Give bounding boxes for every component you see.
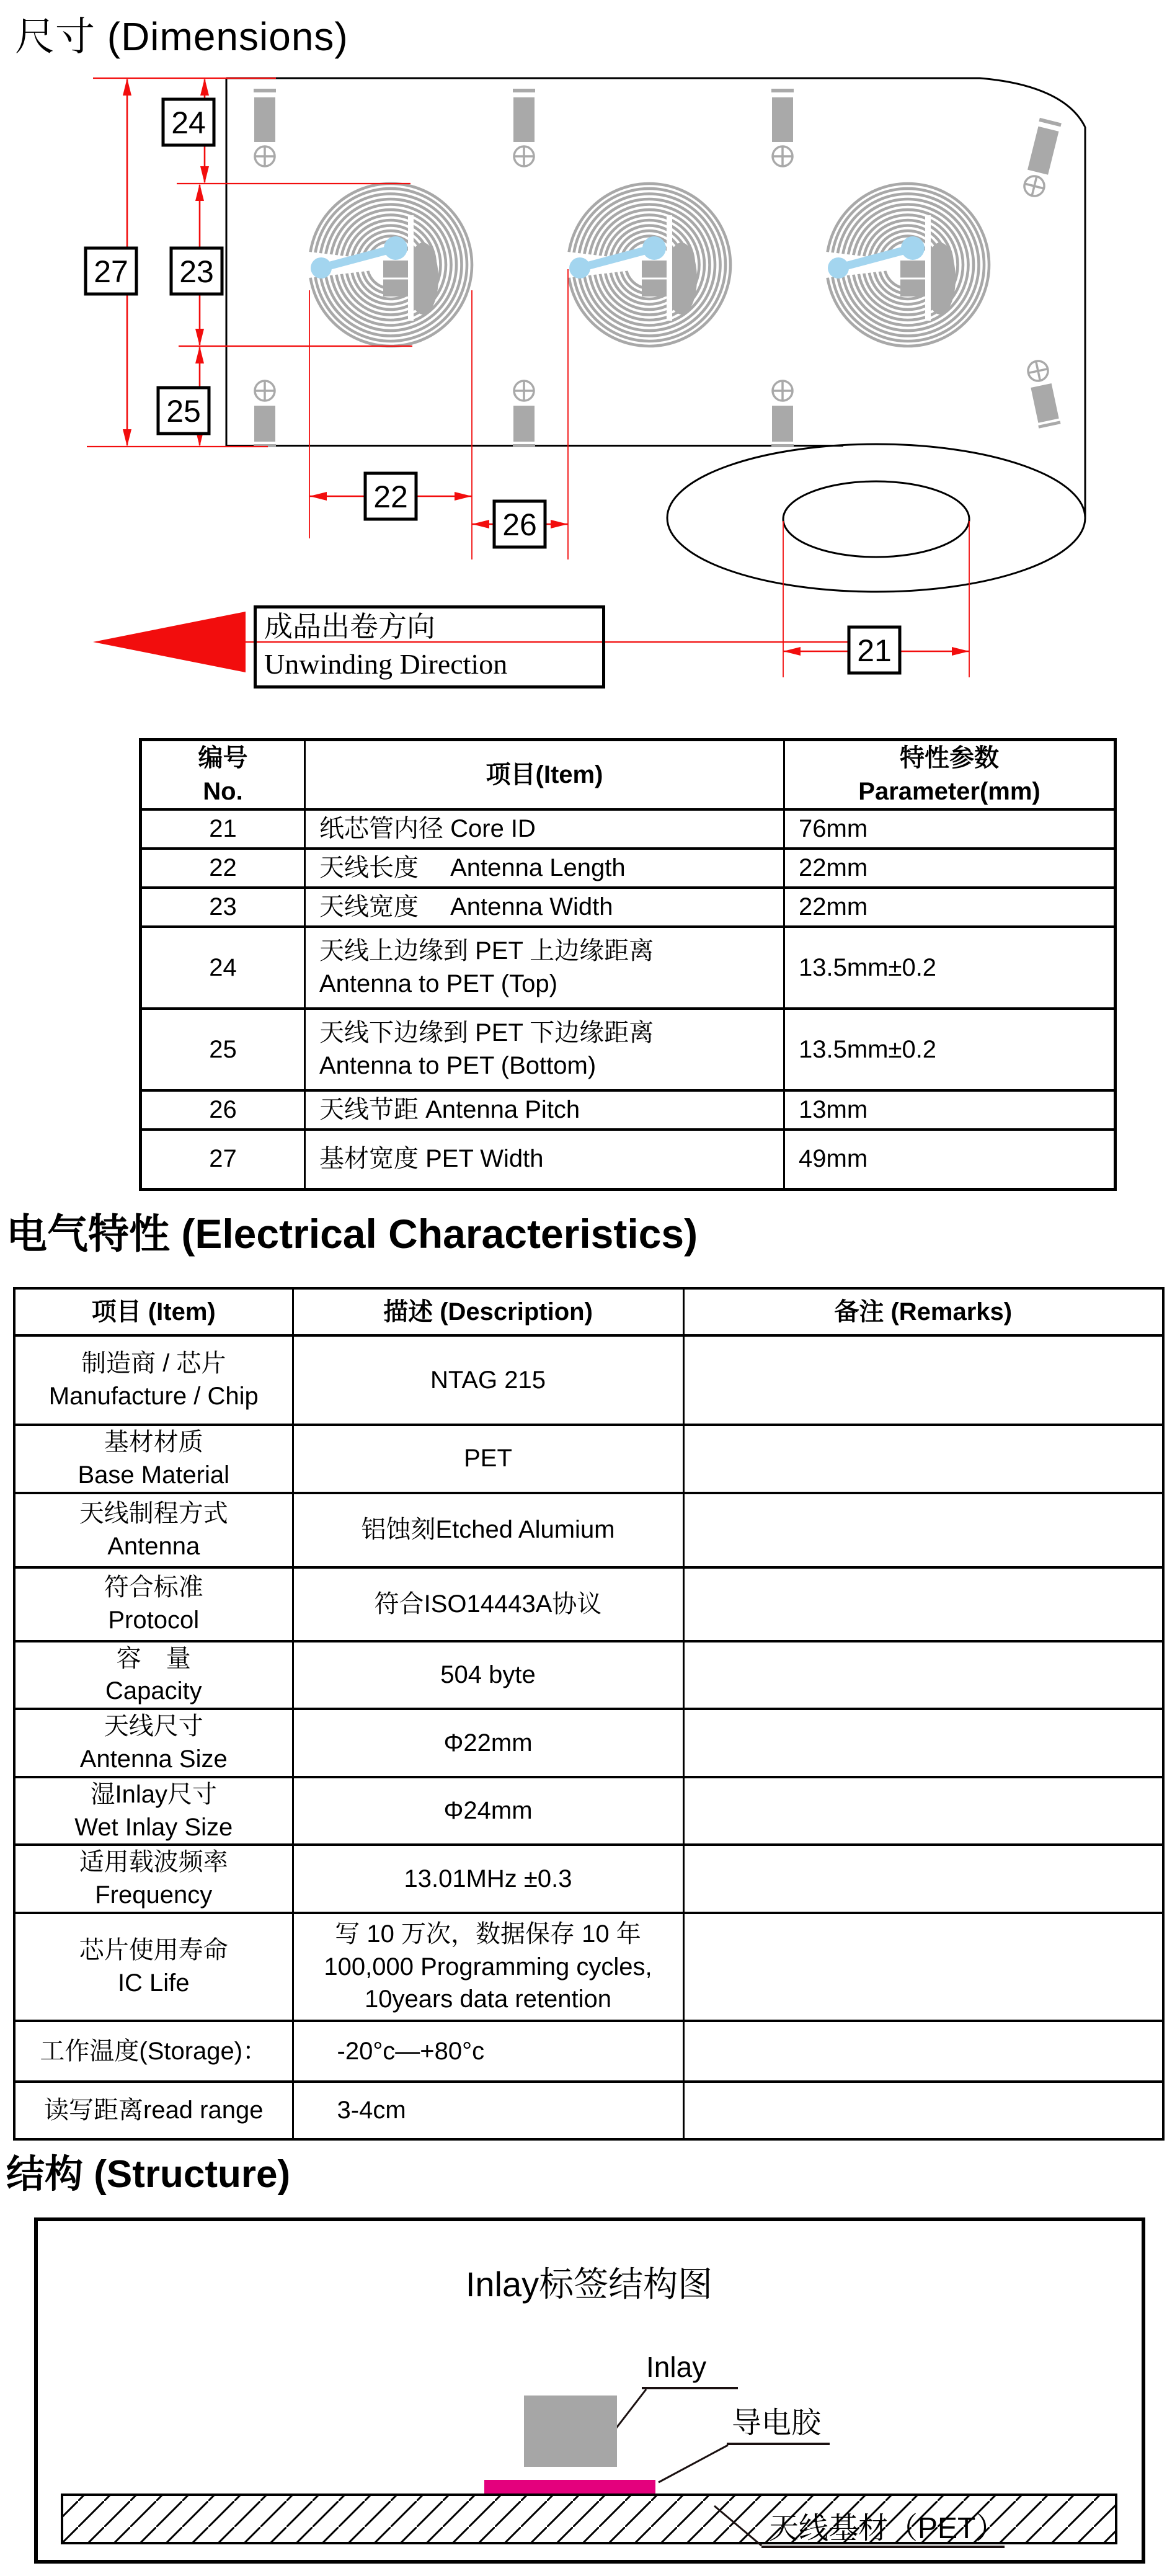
unwinding-direction-box <box>254 605 605 689</box>
svg-text:24: 24 <box>171 105 206 140</box>
svg-text:26: 26 <box>502 507 537 542</box>
table-row: 天线制程方式 Antenna 铝蚀刻Etched Alumium <box>14 1493 1163 1567</box>
table-row: 26 天线节距 Antenna Pitch 13mm <box>141 1090 1116 1130</box>
col-header-item: 项目 (Item) <box>14 1288 293 1335</box>
table-row: 制造商 / 芯片 Manufacture / Chip NTAG 215 <box>14 1335 1163 1425</box>
inlay-chip-block <box>524 2396 617 2467</box>
table-header-row <box>14 1288 1163 1335</box>
svg-text:25: 25 <box>166 394 201 429</box>
inlay-label: Inlay <box>646 2351 707 2383</box>
table-row: 湿Inlay尺寸 Wet Inlay Size Φ24mm <box>14 1777 1163 1845</box>
unwinding-arrow-icon <box>93 612 246 672</box>
conductive-adhesive-label: 导电胶 <box>732 2407 822 2440</box>
table-row: 天线尺寸 Antenna Size Φ22mm <box>14 1709 1163 1777</box>
table-row: 工作温度(Storage)： -20°c—+80°c <box>14 2021 1163 2082</box>
table-header-row <box>141 740 1116 810</box>
col-header-item: 项目(Item) <box>305 740 784 810</box>
table-row: 21 纸芯管内径 Core ID 76mm <box>141 809 1116 849</box>
table-row: 基材材质 Base Material PET <box>14 1425 1163 1493</box>
svg-text:21: 21 <box>857 633 892 668</box>
callout-26 <box>494 501 545 547</box>
table-row: 23 天线宽度 Antenna Width 22mm <box>141 888 1116 927</box>
table-row: 容 量 Capacity 504 byte <box>14 1641 1163 1709</box>
callout-27 <box>86 248 136 294</box>
structure-title: 结构 (Structure) <box>6 2153 291 2196</box>
col-header-parameter: 特性参数 Parameter(mm) <box>784 740 1116 810</box>
antenna-coil-3 <box>821 184 989 346</box>
table-row: 25 天线下边缘到 PET 下边缘距离 Antenna to PET (Bottom) 13.5mm±0.2 <box>141 1009 1116 1090</box>
structure-diagram <box>0 2103 1167 2576</box>
table-row: 读写距离read range 3-4cm <box>14 2082 1163 2139</box>
callout-22 <box>365 473 416 519</box>
dimensions-table <box>139 738 1117 1191</box>
table-row: 符合标准 Protocol 符合ISO14443A协议 <box>14 1567 1163 1641</box>
table-row: 芯片使用寿命 IC Life 写 10 万次，数据保存 10 年 100,000 Programming cycles, 10years data retention <box>14 1913 1163 2021</box>
unwinding-label-en: Unwinding Direction <box>264 648 508 680</box>
callout-24 <box>163 99 214 145</box>
table-row: 22 天线长度 Antenna Length 22mm <box>141 849 1116 888</box>
table-row: 27 基材宽度 PET Width 49mm <box>141 1130 1116 1189</box>
antenna-coil-1 <box>304 184 472 346</box>
svg-text:22: 22 <box>373 479 408 514</box>
callout-21 <box>849 627 900 673</box>
unwinding-label-cn: 成品出卷方向 <box>264 611 435 643</box>
svg-text:27: 27 <box>94 254 128 289</box>
table-row: 适用载波频率 Frequency 13.01MHz ±0.3 <box>14 1845 1163 1913</box>
svg-text:23: 23 <box>179 254 214 289</box>
conductive-adhesive-strip <box>484 2480 655 2495</box>
col-header-remarks: 备注 (Remarks) <box>683 1288 1163 1335</box>
substrate-label: 天线基材（PET） <box>769 2512 1006 2545</box>
electrical-title: 电气特性 (Electrical Characteristics) <box>6 1211 698 1257</box>
antenna-coil-2 <box>562 184 730 346</box>
table-row: 24 天线上边缘到 PET 上边缘距离 Antenna to PET (Top) 13.5mm±0.2 <box>141 927 1116 1009</box>
structure-diagram-title: Inlay标签结构图 <box>465 2265 713 2304</box>
callout-23 <box>171 248 222 294</box>
col-header-no: 编号 No. <box>141 740 305 810</box>
callout-25 <box>158 388 209 434</box>
electrical-table <box>13 1287 1165 2141</box>
col-header-description: 描述 (Description) <box>293 1288 683 1335</box>
dimensions-title: 尺寸 (Dimensions) <box>15 14 348 59</box>
roll-core-ellipse <box>783 481 969 557</box>
